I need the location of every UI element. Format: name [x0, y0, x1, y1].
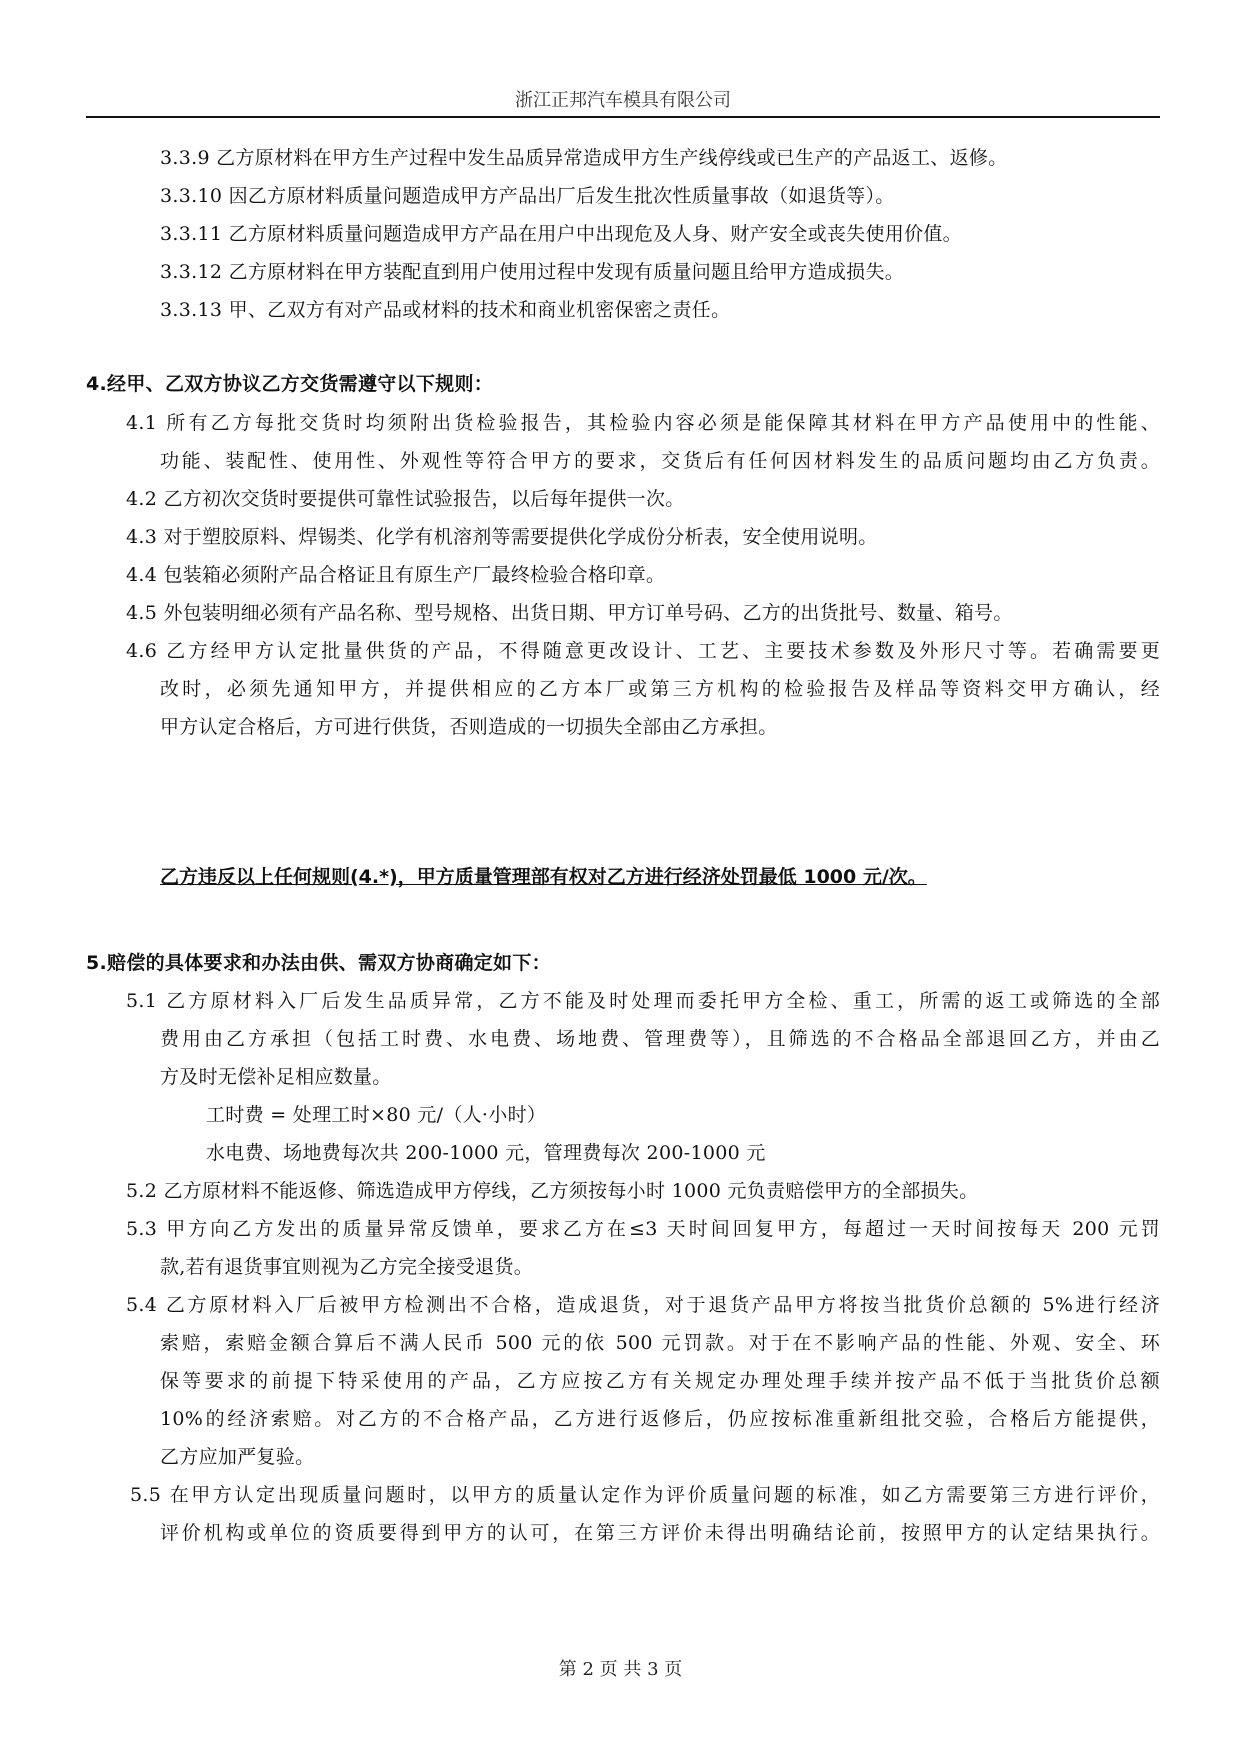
clause-5-4-line5: 乙方应加严复验。 — [160, 1446, 315, 1468]
section-5-heading: 5.赔偿的具体要求和办法由供、需双方协商确定如下： — [86, 952, 551, 974]
page-header-company: 浙江正邦汽车模具有限公司 — [515, 90, 731, 111]
section-4-heading: 4.经甲、乙双方协议乙方交货需遵守以下规则： — [86, 373, 494, 395]
clause-5-4-line3: 保等要求的前提下特采使用的产品，乙方应按乙方有关规定办理处理手续并按产品不低于当批货价总额 — [160, 1370, 1160, 1392]
clause-5-3-line1: 5.3 甲方向乙方发出的质量异常反馈单，要求乙方在≤3 天时间回复甲方，每超过一天时间按每天 200 元罚 — [126, 1218, 1160, 1240]
clause-5-1-line3: 方及时无偿补足相应数量。 — [160, 1066, 392, 1088]
clause-5-5-line2: 评价机构或单位的资质要得到甲方的认可，在第三方评价未得出明确结论前，按照甲方的认定结果执行。 — [160, 1522, 1160, 1544]
clause-4-2: 4.2 乙方初次交货时要提供可靠性试验报告，以后每年提供一次。 — [126, 488, 685, 510]
penalty-notice: 乙方违反以上任何规则(4.*)，甲方质量管理部有权对乙方进行经济处罚最低 1000 元/次。 — [160, 866, 927, 888]
clause-5-1-formula-fees: 水电费、场地费每次共 200-1000 元，管理费每次 200-1000 元 — [206, 1142, 766, 1164]
clause-3-3-11: 3.3.11 乙方原材料质量问题造成甲方产品在用户中出现危及人身、财产安全或丧失使用价值。 — [160, 223, 962, 245]
clause-5-2: 5.2 乙方原材料不能返修、筛选造成甲方停线，乙方须按每小时 1000 元负责赔偿甲方的全部损失。 — [126, 1180, 979, 1202]
header-divider — [86, 116, 1160, 118]
clause-5-4-line1: 5.4 乙方原材料入厂后被甲方检测出不合格，造成退货，对于退货产品甲方将按当批货价总额的 5%进行经济 — [126, 1294, 1160, 1316]
clause-4-1-line1: 4.1 所有乙方每批交货时均须附出货检验报告，其检验内容必须是能保障其材料在甲方产品使用中的性能、 — [126, 412, 1160, 434]
clause-3-3-9: 3.3.9 乙方原材料在甲方生产过程中发生品质异常造成甲方生产线停线或已生产的产品返工、返修。 — [160, 147, 1008, 169]
page-number-footer: 第 2 页 共 3 页 — [558, 1659, 683, 1680]
clause-5-5-line1: 5.5 在甲方认定出现质量问题时，以甲方的质量认定作为评价质量问题的标准，如乙方需要第三方进行评价， — [130, 1484, 1160, 1506]
clause-5-4-line4: 10%的经济索赔。对乙方的不合格产品，乙方进行返修后，仍应按标准重新组批交验，合格后方能提供， — [160, 1408, 1160, 1430]
clause-4-5: 4.5 外包装明细必须有产品名称、型号规格、出货日期、甲方订单号码、乙方的出货批号、数量、箱号。 — [126, 602, 1013, 624]
clause-3-3-10: 3.3.10 因乙方原材料质量问题造成甲方产品出厂后发生批次性质量事故（如退货等）。 — [160, 185, 895, 207]
clause-4-6-line3: 甲方认定合格后，方可进行供货，否则造成的一切损失全部由乙方承担。 — [160, 716, 778, 738]
clause-5-4-line2: 索赔，索赔金额合算后不满人民币 500 元的依 500 元罚款。对于在不影响产品的性能、外观、安全、环 — [160, 1332, 1160, 1354]
clause-4-3: 4.3 对于塑胶原料、焊锡类、化学有机溶剂等需要提供化学成份分析表，安全使用说明。 — [126, 526, 878, 548]
clause-4-6-line1: 4.6 乙方经甲方认定批量供货的产品，不得随意更改设计、工艺、主要技术参数及外形尺寸等。若确需要更 — [126, 640, 1160, 662]
clause-4-4: 4.4 包装箱必须附产品合格证且有原生产厂最终检验合格印章。 — [126, 564, 666, 586]
clause-4-1-line2: 功能、装配性、使用性、外观性等符合甲方的要求，交货后有任何因材料发生的品质问题均由乙方负责。 — [160, 450, 1160, 472]
clause-3-3-13: 3.3.13 甲、乙双方有对产品或材料的技术和商业机密保密之责任。 — [160, 299, 731, 321]
clause-5-1-line2: 费用由乙方承担（包括工时费、水电费、场地费、管理费等），且筛选的不合格品全部退回乙方，并由乙 — [160, 1028, 1160, 1050]
clause-5-3-line2: 款,若有退货事宜则视为乙方完全接受退货。 — [160, 1256, 534, 1278]
clause-5-1-line1: 5.1 乙方原材料入厂后发生品质异常，乙方不能及时处理而委托甲方全检、重工，所需的返工或筛选的全部 — [126, 990, 1160, 1012]
clause-4-6-line2: 改时，必须先通知甲方，并提供相应的乙方本厂或第三方机构的检验报告及样品等资料交甲方确认，经 — [160, 678, 1160, 700]
clause-3-3-12: 3.3.12 乙方原材料在甲方装配直到用户使用过程中发现有质量问题且给甲方造成损失。 — [160, 261, 905, 283]
clause-5-1-formula-labor: 工时费 = 处理工时×80 元/（人·小时） — [206, 1104, 547, 1126]
